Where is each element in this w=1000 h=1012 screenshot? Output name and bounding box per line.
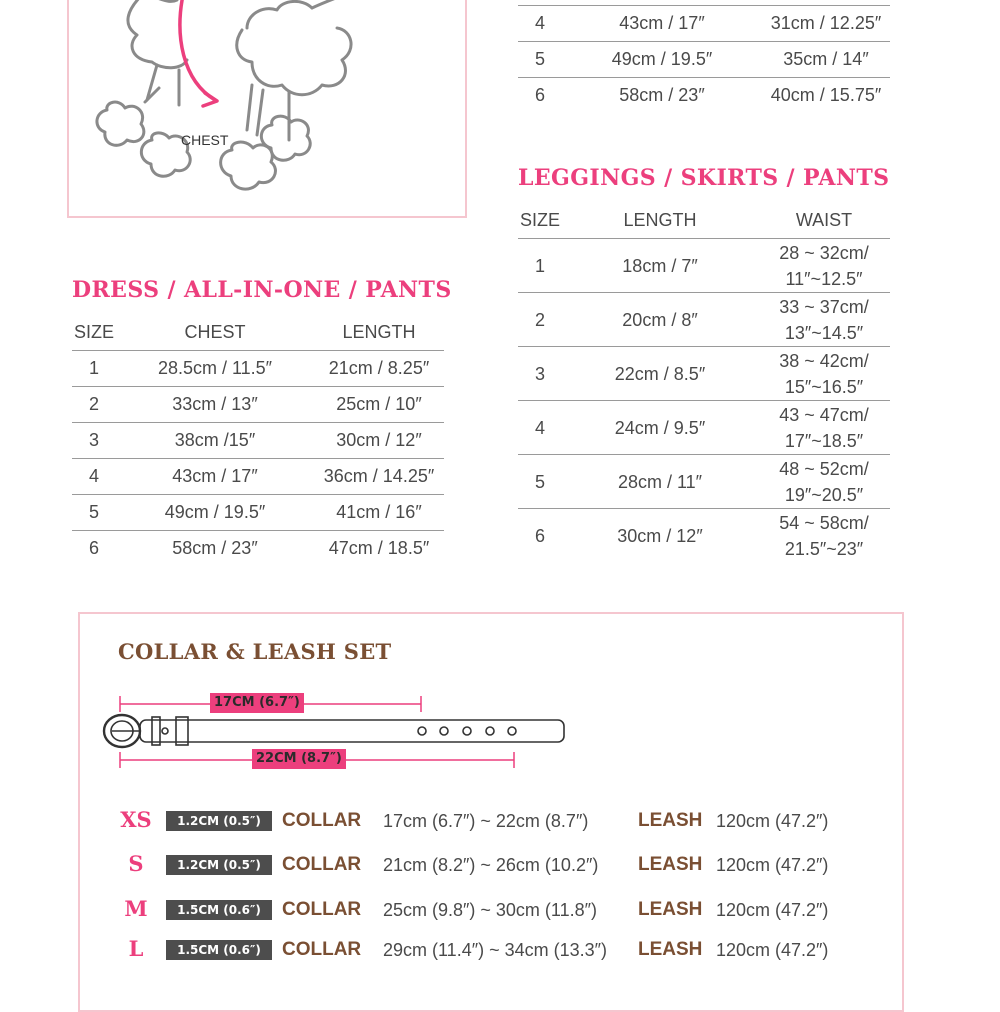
waist-in: 19″~20.5″ [784, 484, 864, 505]
leggings-table-title: LEGGINGS / SKIRTS / PANTS [518, 165, 890, 191]
collar-label: COLLAR [282, 810, 362, 831]
length-cell: 35cm / 14″ [762, 42, 890, 78]
waist-in: 17″~18.5″ [784, 430, 864, 451]
collar-short-dimension-label: 17CM (6.7″) [210, 693, 304, 713]
length-cell: 24cm / 9.5″ [562, 401, 758, 455]
top-size-table [518, 5, 890, 114]
length-cell: 18cm / 7″ [562, 239, 758, 293]
waist-cell [758, 455, 890, 509]
table-header-row [72, 314, 444, 351]
column-header: CHEST [184, 321, 246, 342]
length-cell: 20cm / 8″ [562, 293, 758, 347]
length-cell: 30cm / 12″ [314, 423, 444, 459]
dress-size-table [72, 314, 444, 567]
size-cell: 5 [72, 495, 116, 531]
table-row [518, 78, 890, 114]
table-row [72, 495, 444, 531]
size-cell: 2 [72, 387, 116, 423]
leash-length: 120cm (47.2″) [716, 940, 829, 960]
table-row [518, 455, 890, 509]
waist-cell [758, 347, 890, 401]
collar-section-title: COLLAR & LEASH SET [118, 639, 392, 664]
column-header: LENGTH [623, 210, 697, 230]
waist-cm: 33 ~ 37cm/ [779, 296, 869, 317]
table-row [518, 42, 890, 78]
dress-table-title: DRESS / ALL-IN-ONE / PANTS [72, 277, 452, 303]
size-letter: L [128, 936, 144, 961]
size-cell: 3 [72, 423, 116, 459]
table-row [518, 293, 890, 347]
table-row [518, 239, 890, 293]
chest-cell: 58cm / 23″ [116, 531, 314, 567]
length-cell: 30cm / 12″ [562, 509, 758, 563]
waist-in: 11″~12.5″ [785, 268, 863, 289]
length-cell: 41cm / 16″ [314, 495, 444, 531]
table-row [72, 531, 444, 567]
chest-cell: 43cm / 17″ [562, 6, 762, 42]
waist-cm: 43 ~ 47cm/ [779, 404, 869, 425]
leash-label: LEASH [638, 810, 703, 831]
column-header: LENGTH [342, 321, 416, 342]
table-row [72, 459, 444, 495]
size-cell: 4 [518, 401, 562, 455]
waist-in: 15″~16.5″ [784, 376, 864, 397]
chest-cell: 28.5cm / 11.5″ [116, 351, 314, 387]
length-cell: 21cm / 8.25″ [314, 351, 444, 387]
leash-label: LEASH [638, 899, 703, 920]
chest-label: CHEST [181, 132, 229, 148]
width-tag: 1.2CM (0.5″) [166, 855, 272, 875]
length-cell: 47cm / 18.5″ [314, 531, 444, 567]
leash-label: LEASH [638, 854, 703, 875]
collar-range: 29cm (11.4″) ~ 34cm (13.3″) [383, 940, 607, 960]
size-letter: XS [120, 807, 152, 832]
length-cell: 31cm / 12.25″ [762, 6, 890, 42]
collar-range: 25cm (9.8″) ~ 30cm (11.8″) [383, 900, 597, 920]
width-tag: 1.2CM (0.5″) [166, 811, 272, 831]
length-cell: 40cm / 15.75″ [762, 78, 890, 114]
length-cell: 22cm / 8.5″ [562, 347, 758, 401]
collar-label: COLLAR [282, 899, 362, 920]
waist-cell [758, 509, 890, 563]
length-cell: 25cm / 10″ [314, 387, 444, 423]
collar-range: 17cm (6.7″) ~ 22cm (8.7″) [383, 811, 589, 831]
waist-cm: 38 ~ 42cm/ [779, 350, 869, 371]
waist-cm: 48 ~ 52cm/ [779, 458, 869, 479]
chest-cell: 49cm / 19.5″ [116, 495, 314, 531]
poodle-chest-illustration [67, 0, 467, 215]
table-row [72, 387, 444, 423]
waist-cell [758, 401, 890, 455]
size-letter: S [128, 851, 144, 876]
waist-in: 13″~14.5″ [784, 322, 864, 343]
column-header: SIZE [519, 210, 560, 230]
length-cell: 28cm / 11″ [562, 455, 758, 509]
table-row [518, 6, 890, 42]
leggings-size-table [518, 202, 890, 563]
size-cell: 5 [518, 455, 562, 509]
size-cell: 3 [518, 347, 562, 401]
table-row [518, 401, 890, 455]
size-cell: 1 [72, 351, 116, 387]
leash-length: 120cm (47.2″) [716, 855, 829, 875]
table-header-row [518, 202, 890, 239]
collar-long-dimension-label: 22CM (8.7″) [252, 749, 346, 769]
size-cell: 2 [518, 293, 562, 347]
size-letter: M [124, 896, 148, 921]
size-cell: 1 [518, 239, 562, 293]
size-cell: 4 [72, 459, 116, 495]
collar-range: 21cm (8.2″) ~ 26cm (10.2″) [383, 855, 599, 875]
waist-cm: 28 ~ 32cm/ [779, 242, 869, 263]
waist-in: 21.5″~23″ [784, 538, 864, 559]
chest-cell: 33cm / 13″ [116, 387, 314, 423]
size-cell: 5 [518, 42, 562, 78]
collar-label: COLLAR [282, 854, 362, 875]
chest-cell: 38cm /15″ [116, 423, 314, 459]
size-cell: 6 [72, 531, 116, 567]
column-header: SIZE [73, 321, 114, 342]
size-cell: 6 [518, 509, 562, 563]
table-row [72, 351, 444, 387]
width-tag: 1.5CM (0.6″) [166, 900, 272, 920]
size-cell: 4 [518, 6, 562, 42]
waist-cell [758, 239, 890, 293]
table-row [72, 423, 444, 459]
width-tag: 1.5CM (0.6″) [166, 940, 272, 960]
table-row [518, 509, 890, 563]
leash-label: LEASH [638, 939, 703, 960]
waist-cm: 54 ~ 58cm/ [779, 512, 869, 533]
table-row [518, 347, 890, 401]
waist-cell [758, 293, 890, 347]
size-cell: 6 [518, 78, 562, 114]
length-cell: 36cm / 14.25″ [314, 459, 444, 495]
chest-cell: 43cm / 17″ [116, 459, 314, 495]
chest-cell: 58cm / 23″ [562, 78, 762, 114]
leash-length: 120cm (47.2″) [716, 811, 829, 831]
leash-length: 120cm (47.2″) [716, 900, 829, 920]
column-header: WAIST [795, 210, 853, 230]
collar-label: COLLAR [282, 939, 362, 960]
chest-cell: 49cm / 19.5″ [562, 42, 762, 78]
